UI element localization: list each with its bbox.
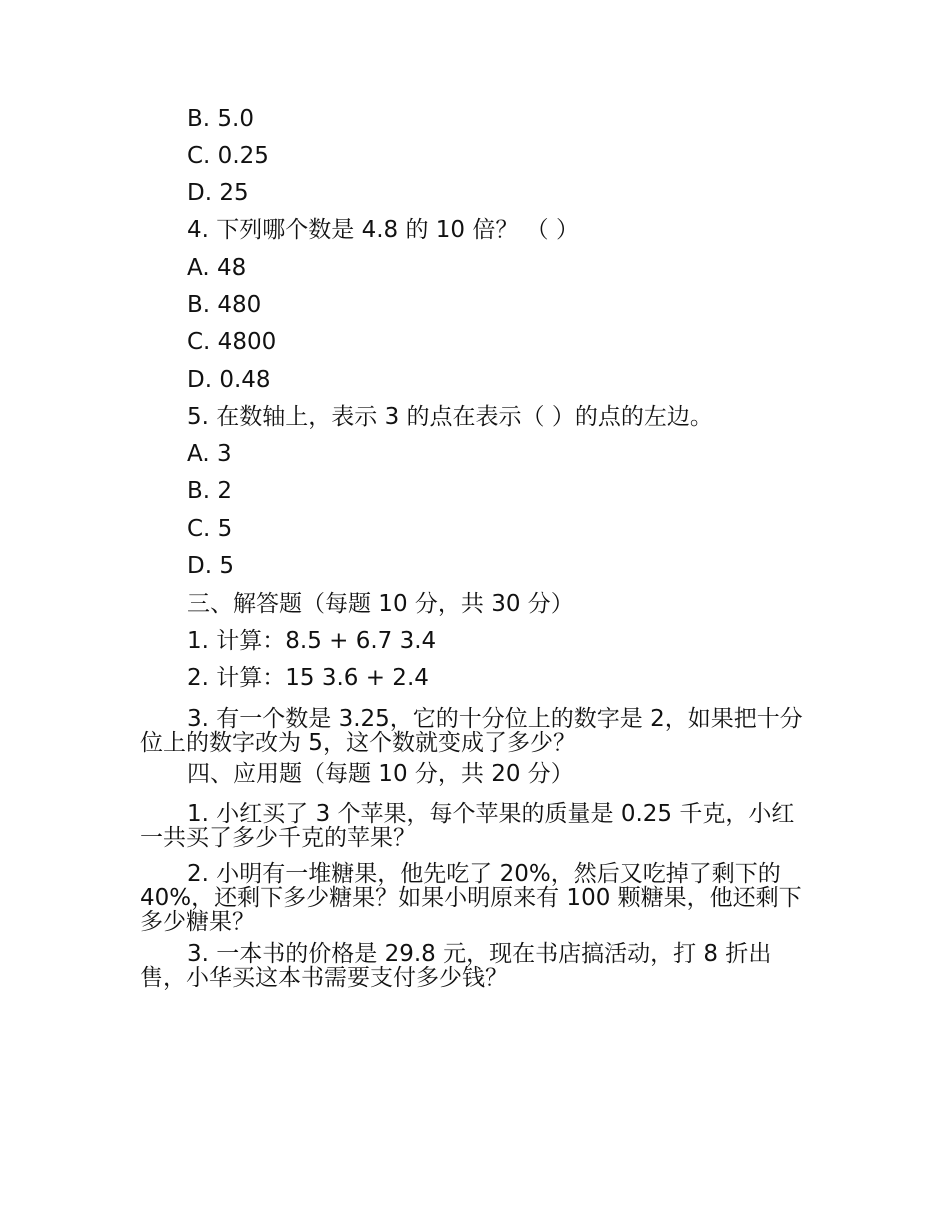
q4-option-c: C. 4800 — [187, 329, 277, 355]
section4-item-3: 3. 一本书的价格是 29.8 元，现在书店搞活动，打 8 折出售，小华买这本书需要支付多少钱？ — [140, 941, 772, 991]
q5-option-c: C. 5 — [187, 516, 233, 542]
section3-item-3: 3. 有一个数是 3.25，它的十分位上的数字是 2，如果把十分位上的数字改为 5，这个数就变成了多少？ — [140, 706, 803, 756]
section4-item-2: 2. 小明有一堆糖果，他先吃了 20%，然后又吃掉了剩下的 40%，还剩下多少糖果？如果小明原来有 100 颗糖果，他还剩下多少糖果？ — [140, 861, 802, 935]
section3-heading: 三、解答题（每题 10 分，共 30 分） — [187, 591, 574, 617]
q3-option-c: C. 0.25 — [187, 143, 269, 169]
q4-stem: 4. 下列哪个数是 4.8 的 10 倍？ （ ） — [187, 217, 579, 243]
q4-option-b: B. 480 — [187, 292, 262, 318]
section4-item-1: 1. 小红买了 3 个苹果，每个苹果的质量是 0.25 千克，小红一共买了多少千克的苹果？ — [140, 801, 795, 851]
q5-option-b: B. 2 — [187, 478, 233, 504]
q5-option-d: D. 5 — [187, 553, 234, 579]
q3-option-d: D. 25 — [187, 180, 249, 206]
section3-item-2: 2. 计算：15 3.6 + 2.4 — [187, 665, 429, 691]
section3-item-1: 1. 计算：8.5 + 6.7 3.4 — [187, 628, 437, 654]
q5-stem: 5. 在数轴上，表示 3 的点在表示（ ）的点的左边。 — [187, 404, 713, 430]
q4-option-a: A. 48 — [187, 255, 247, 281]
q5-option-a: A. 3 — [187, 441, 232, 467]
q4-option-d: D. 0.48 — [187, 367, 271, 393]
q3-option-b: B. 5.0 — [187, 106, 254, 132]
section4-heading: 四、应用题（每题 10 分，共 20 分） — [187, 761, 574, 787]
